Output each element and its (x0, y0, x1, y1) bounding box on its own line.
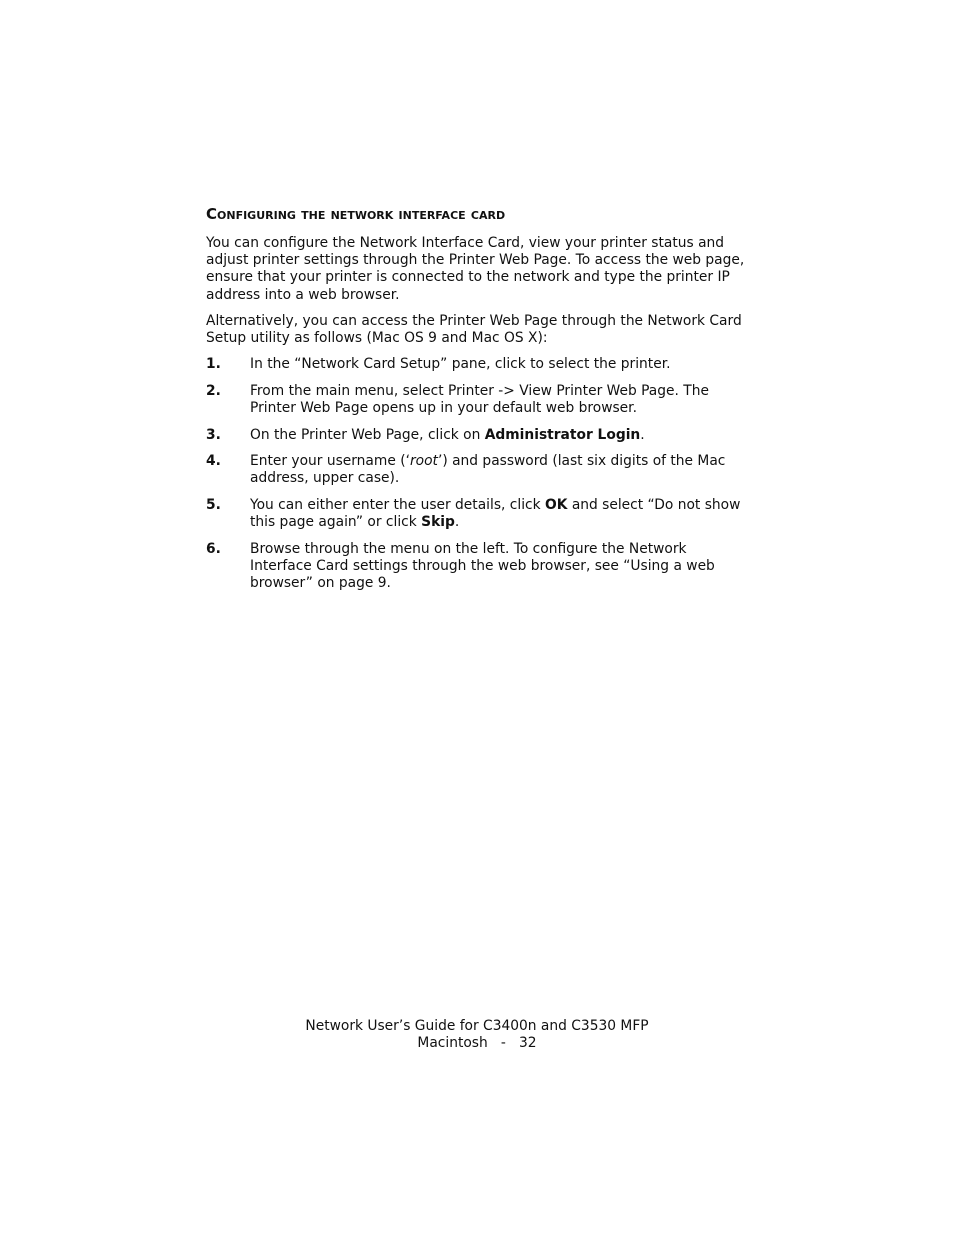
step-text: In the “Network Card Setup” pane, click to select the printer. (250, 356, 671, 373)
footer-guide-title: Network User’s Guide for C3400n and C3530 MFP (305, 1018, 649, 1034)
ok-label: OK (545, 497, 568, 513)
page-footer (0, 1018, 954, 1053)
step-number: 2. (206, 382, 221, 399)
step-text-part: ’) and password (last six digits of the Mac address, upper case). (250, 453, 726, 487)
step-number: 3. (206, 426, 221, 443)
list-item (206, 383, 751, 417)
step-number: 5. (206, 497, 221, 513)
step-text: Browse through the menu on the left. To configure the Network Interface Card settings through the web browser, see “Using a web browser” on page 9. (250, 540, 715, 592)
section-heading: Configuring the network interface card (206, 205, 506, 223)
administrator-login-label: Administrator Login (484, 426, 641, 443)
step-number: 1. (206, 356, 221, 373)
step-number: 4. (206, 453, 221, 470)
step-text (250, 453, 751, 487)
step-text-part: and select “Do not show this page again” or click (250, 497, 741, 531)
step-text-part: . (640, 426, 645, 443)
step-text-part: . (454, 514, 460, 531)
list-item (206, 541, 751, 593)
alternative-paragraph: Alternatively, you can access the Printer Web Page through the Network Card Setup utility as follows (Mac OS 9 and Mac OS X): (206, 312, 742, 347)
step-number: 6. (206, 540, 221, 557)
step-text-part: On the Printer Web Page, click on (250, 426, 485, 443)
intro-paragraph: You can configure the Network Interface Card, view your printer status and adjust printer settings through the Printer Web Page. To access the web page, ensure that your printer is connected to the network and type the printer IP address into a web browser. (206, 235, 745, 303)
step-text (250, 427, 751, 444)
list-item (206, 427, 751, 444)
username-root: root (409, 453, 438, 470)
step-text (250, 497, 751, 531)
list-item (206, 497, 751, 531)
skip-label: Skip (421, 514, 455, 531)
list-item (206, 356, 751, 373)
footer-page-number: Macintosh - 32 (417, 1035, 537, 1052)
steps-list (206, 356, 751, 592)
step-text-part: Enter your username (‘ (250, 453, 410, 470)
main-content (206, 204, 751, 602)
step-text: From the main menu, select Printer -> View Printer Web Page. The Printer Web Page opens up in your default web browser. (250, 382, 709, 417)
step-text-part: You can either enter the user details, click (250, 497, 546, 513)
list-item (206, 453, 751, 487)
